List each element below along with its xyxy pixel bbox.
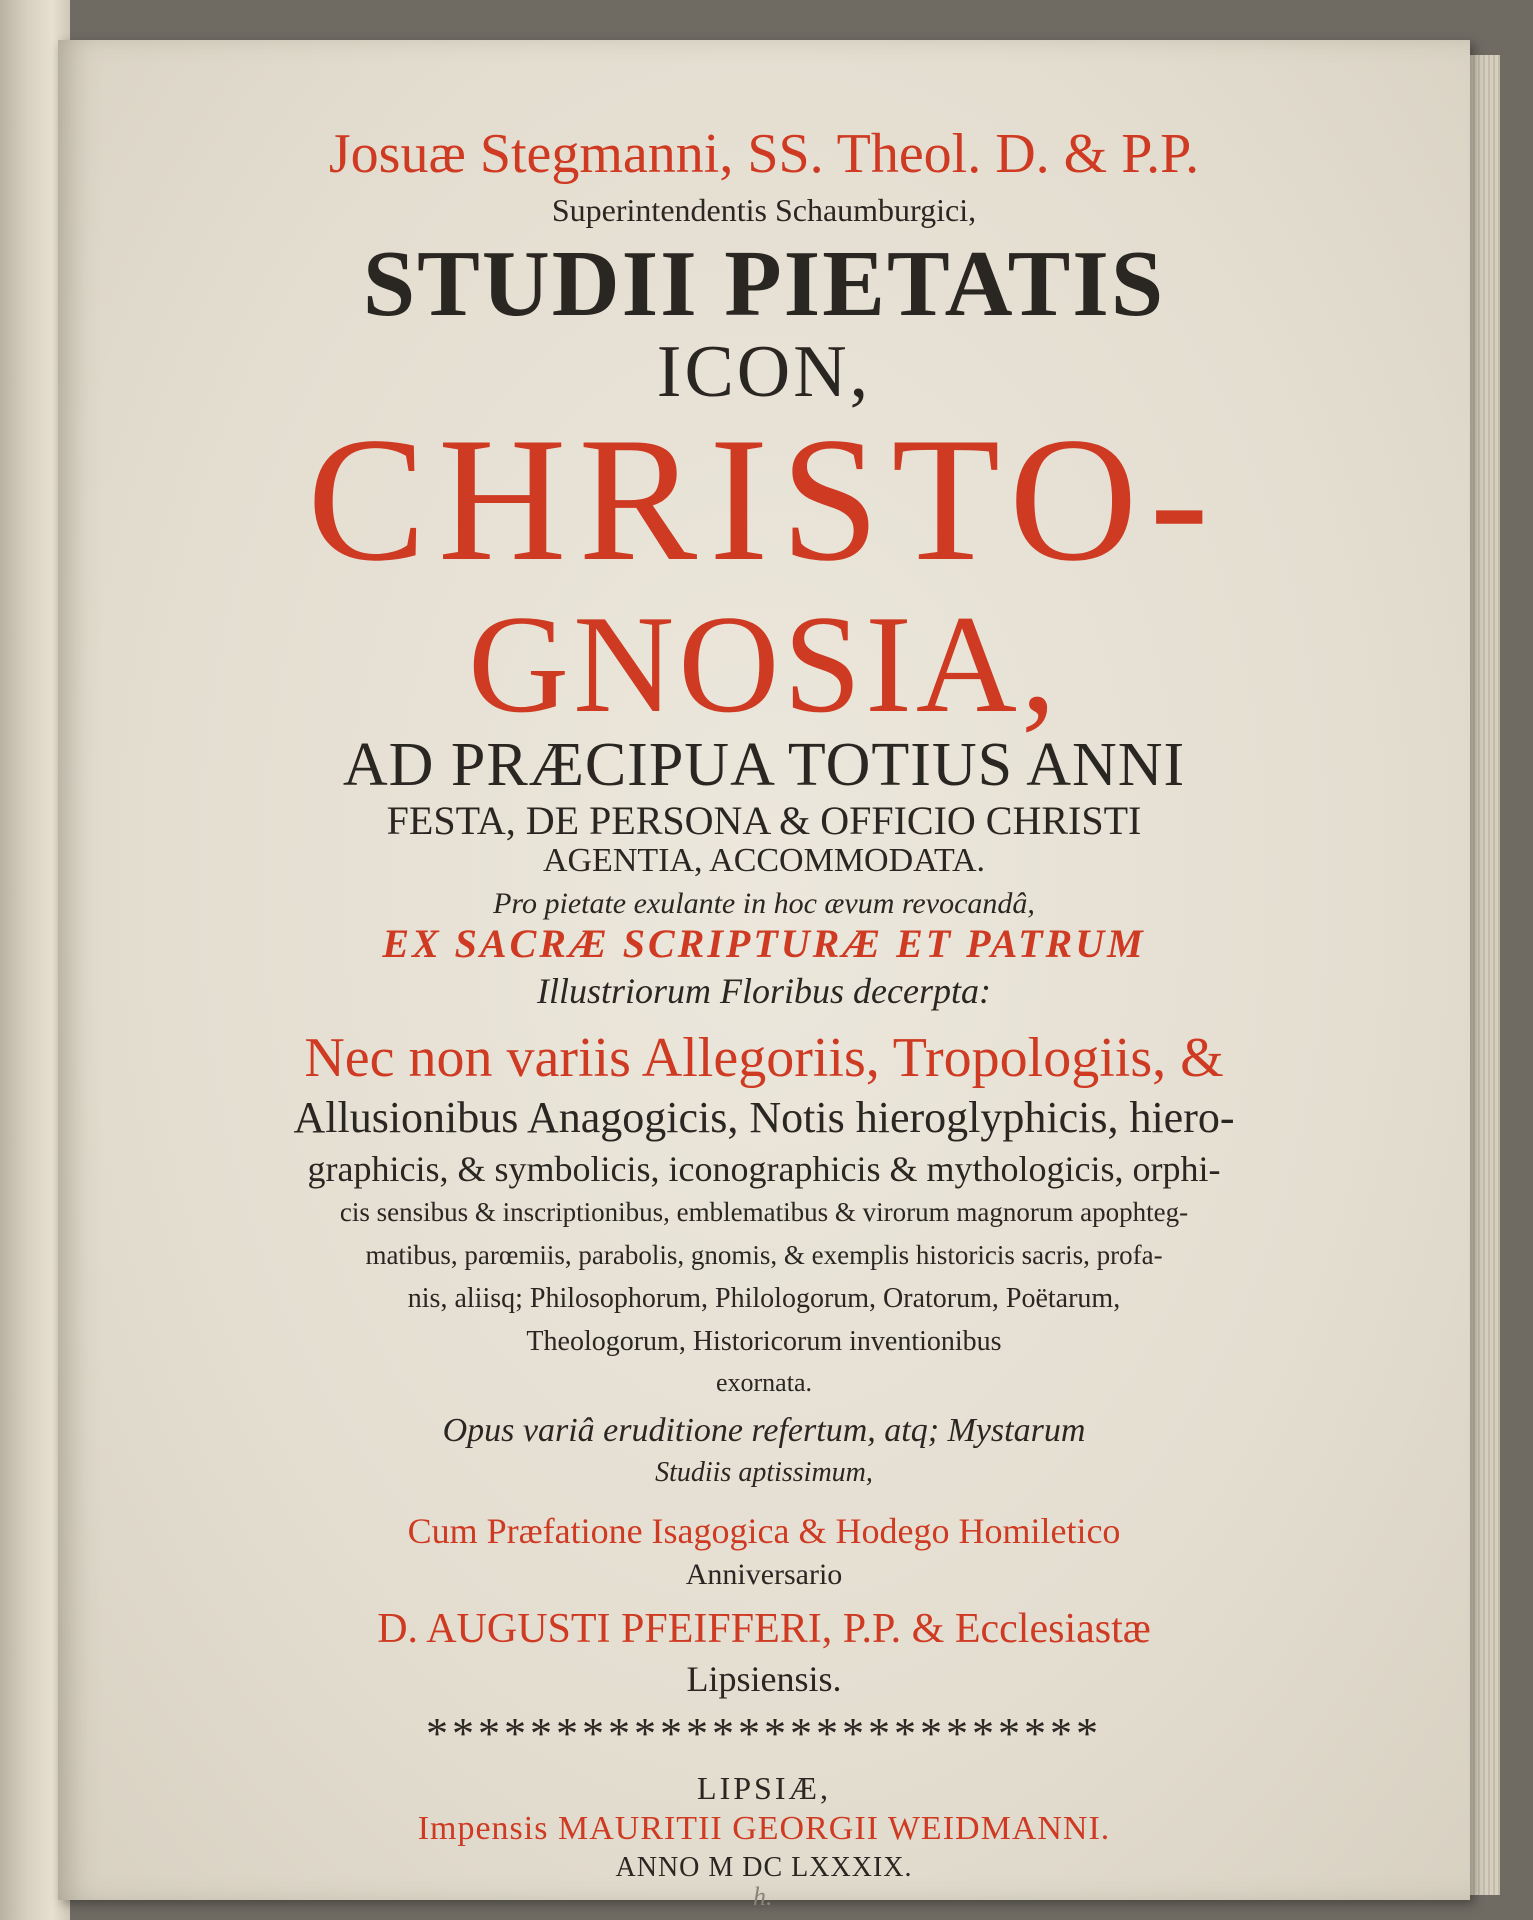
editor-city: Lipsiensis. (686, 1659, 842, 1699)
title-studii-pietatis: STUDII PIETATIS (362, 232, 1166, 336)
description-line-7: Theologorum, Historicorum inventionibus (526, 1326, 1002, 1357)
description-line-2: Allusionibus Anagogicis, Notis hieroglyphicis, hiero- (293, 1093, 1235, 1142)
opus-line-2: Studiis aptissimum, (655, 1457, 873, 1488)
description-line-6: nis, aliisq; Philosophorum, Philologorum, Oratorum, Poëtarum, (407, 1283, 1121, 1314)
purpose-line: Pro pietate exulante in hoc ævum revocandâ, (493, 887, 1035, 920)
description-line-1: Nec non variis Allegoriis, Tropologiis, & (304, 1027, 1224, 1089)
main-title-christo: CHRISTO- (307, 402, 1221, 598)
source-line-1: EX SACRÆ SCRIPTURÆ ET PATRUM (382, 921, 1146, 966)
main-title-gnosia: GNOSIA, (468, 588, 1060, 742)
handwritten-mark: h. (753, 1882, 773, 1911)
author-office: Superintendentis Schaumburgici, (551, 192, 977, 228)
description-line-3: graphicis, & symbolicis, iconographicis & mythologicis, orphi- (307, 1149, 1221, 1189)
author-line: Josuæ Stegmanni, SS. Theol. D. & P.P. (328, 123, 1200, 185)
description-line-5: matibus, parœmiis, parabolis, gnomis, & exemplis historicis sacris, profa- (365, 1240, 1163, 1270)
description-line-8: exornata. (715, 1368, 812, 1397)
source-line-2: Illustriorum Floribus decerpta: (537, 971, 991, 1011)
imprint-year: ANNO M DC LXXXIX. (615, 1852, 913, 1883)
subtitle-line-1: AD PRÆCIPUA TOTIUS ANNI (342, 731, 1186, 799)
preface-line: Cum Præfatione Isagogica & Hodego Homiletico (407, 1511, 1121, 1551)
subtitle-line-2: FESTA, DE PERSONA & OFFICIO CHRISTI (386, 798, 1142, 843)
imprint-publisher: Impensis MAURITII GEORGII WEIDMANNI. (417, 1810, 1111, 1847)
title-page (58, 40, 1470, 1911)
anniversary-line: Anniversario (685, 1558, 843, 1591)
imprint-place: LIPSIÆ, (697, 1770, 831, 1806)
editor-line: D. AUGUSTI PFEIFFERI, P.P. & Ecclesiastæ (377, 1606, 1151, 1652)
title-icon: ICON, (656, 331, 872, 413)
ornament-row: ************************** (426, 1709, 1102, 1758)
description-line-4: cis sensibus & inscriptionibus, emblematibus & virorum magnorum apophteg- (339, 1197, 1189, 1227)
subtitle-line-3: AGENTIA, ACCOMMODATA. (542, 842, 986, 879)
opus-line-1: Opus variâ eruditione refertum, atq; Mystarum (442, 1412, 1086, 1449)
